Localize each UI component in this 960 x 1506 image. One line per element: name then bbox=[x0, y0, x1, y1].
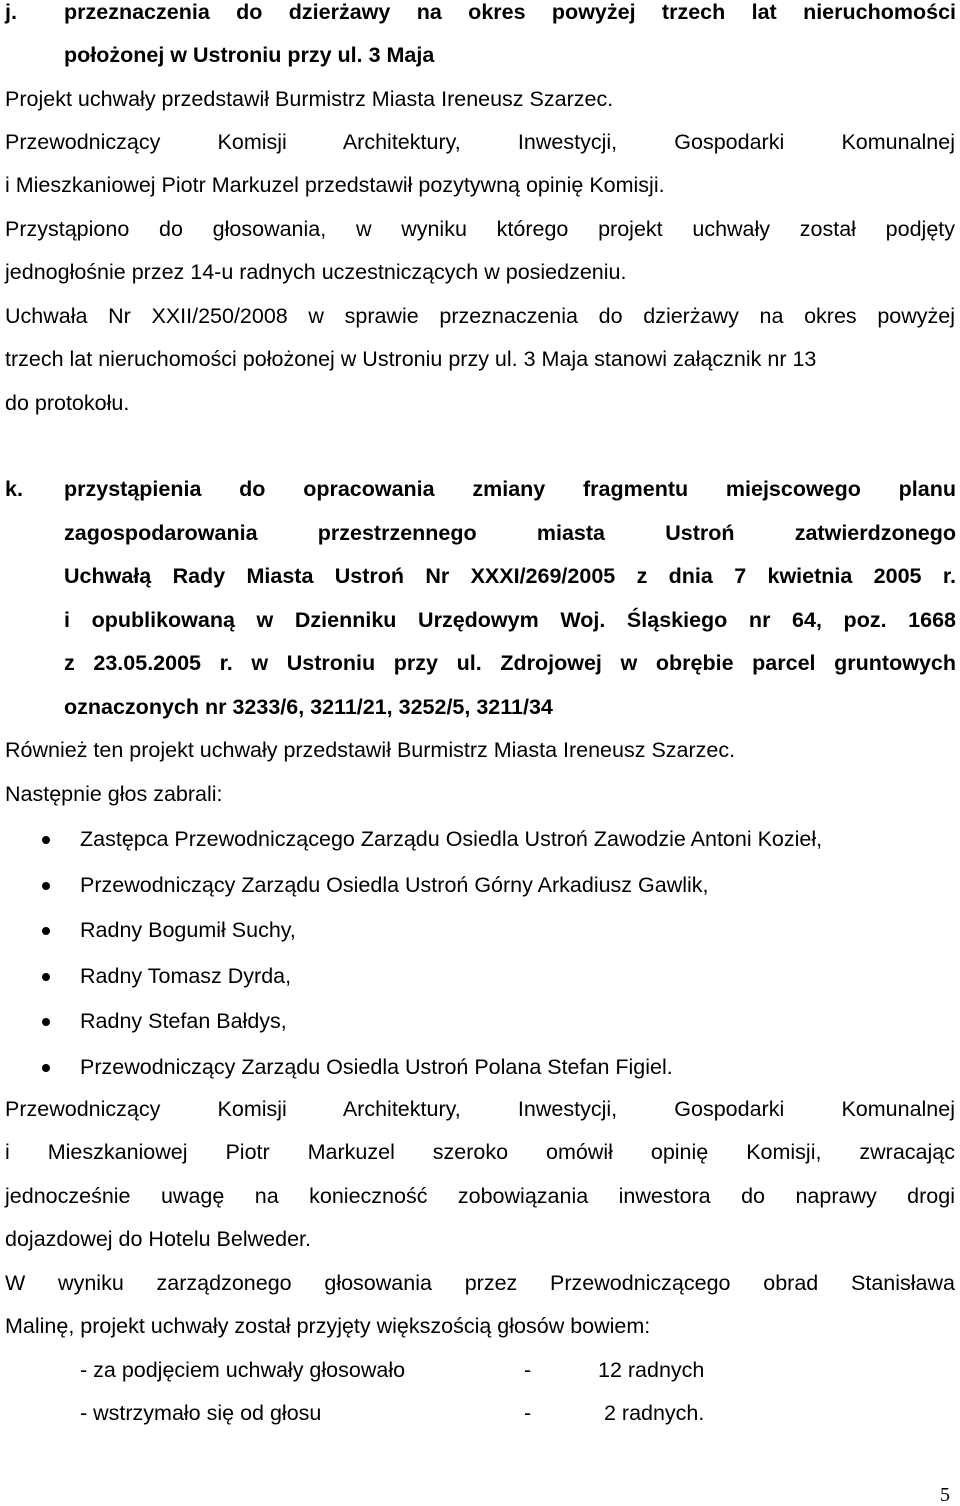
paragraph-line: Uchwała Nr XXII/250/2008 w sprawie przeznaczenia do dzierżawy na okres powyżej bbox=[5, 304, 955, 328]
paragraph-line: W wyniku zarządzonego głosowania przez Przewodniczącego obrad Stanisława bbox=[5, 1271, 955, 1295]
section-k-marker: k. bbox=[5, 477, 23, 501]
paragraph-line: Przewodniczący Komisji Architektury, Inwestycji, Gospodarki Komunalnej bbox=[5, 130, 955, 154]
vote-label: - za podjęciem uchwały głosowało bbox=[80, 1358, 406, 1382]
list-item: Przewodniczący Zarządu Osiedla Ustroń Górny Arkadiusz Gawlik, bbox=[80, 873, 709, 897]
section-j-marker: j. bbox=[5, 0, 17, 24]
list-item: Radny Tomasz Dyrda, bbox=[80, 964, 292, 988]
vote-dash: - bbox=[524, 1358, 532, 1382]
section-k-title-line: przystąpienia do opracowania zmiany fragmentu miejscowego planu bbox=[64, 477, 956, 501]
paragraph-line: jednocześnie uwagę na konieczność zobowiązania inwestora do naprawy drogi bbox=[5, 1184, 955, 1208]
bullet-icon bbox=[42, 927, 50, 935]
paragraph-line: Również ten projekt uchwały przedstawił Burmistrz Miasta Ireneusz Szarzec. bbox=[5, 738, 736, 762]
paragraph-line: do protokołu. bbox=[5, 391, 130, 415]
paragraph-line: i Mieszkaniowej Piotr Markuzel przedstawił pozytywną opinię Komisji. bbox=[5, 173, 665, 197]
section-j-title-line: przeznaczenia do dzierżawy na okres powyżej trzech lat nieruchomości bbox=[64, 0, 956, 24]
bullet-icon bbox=[42, 882, 50, 890]
vote-count: 2 radnych. bbox=[598, 1401, 705, 1425]
speakers-intro: Następnie głos zabrali: bbox=[5, 782, 223, 806]
section-k-title-line: oznaczonych nr 3233/6, 3211/21, 3252/5, 3211/34 bbox=[64, 695, 553, 719]
bullet-icon bbox=[42, 1018, 50, 1026]
section-k-title-line: zagospodarowania przestrzennego miasta Ustroń zatwierdzonego bbox=[64, 521, 956, 545]
list-item: Zastępca Przewodniczącego Zarządu Osiedla Ustroń Zawodzie Antoni Kozieł, bbox=[80, 827, 823, 851]
paragraph-line: Przewodniczący Komisji Architektury, Inwestycji, Gospodarki Komunalnej bbox=[5, 1097, 955, 1121]
section-k-title-line: i opublikowaną w Dzienniku Urzędowym Woj. Śląskiego nr 64, poz. 1668 bbox=[64, 608, 956, 632]
section-k-title-line: z 23.05.2005 r. w Ustroniu przy ul. Zdrojowej w obrębie parcel gruntowych bbox=[64, 651, 956, 675]
paragraph-line: i Mieszkaniowej Piotr Markuzel szeroko omówił opinię Komisji, zwracając bbox=[5, 1140, 955, 1164]
list-item: Radny Stefan Bałdys, bbox=[80, 1009, 287, 1033]
vote-count: 12 radnych bbox=[598, 1358, 705, 1382]
paragraph-line: Przystąpiono do głosowania, w wyniku którego projekt uchwały został podjęty bbox=[5, 217, 955, 241]
bullet-icon bbox=[42, 973, 50, 981]
bullet-icon bbox=[42, 836, 50, 844]
paragraph-line: dojazdowej do Hotelu Belweder. bbox=[5, 1227, 311, 1251]
paragraph-line: jednogłośnie przez 14-u radnych uczestniczących w posiedzeniu. bbox=[5, 260, 627, 284]
vote-dash: - bbox=[524, 1401, 532, 1425]
section-k-title-line: Uchwałą Rady Miasta Ustroń Nr XXXI/269/2005 z dnia 7 kwietnia 2005 r. bbox=[64, 564, 956, 588]
paragraph-line: trzech lat nieruchomości położonej w Ustroniu przy ul. 3 Maja stanowi załącznik nr 13 bbox=[5, 347, 817, 371]
paragraph-line: Projekt uchwały przedstawił Burmistrz Miasta Ireneusz Szarzec. bbox=[5, 87, 614, 111]
bullet-icon bbox=[42, 1064, 50, 1072]
paragraph-line: Malinę, projekt uchwały został przyjęty większością głosów bowiem: bbox=[5, 1314, 651, 1338]
page-number: 5 bbox=[940, 1484, 950, 1506]
section-j-title-line: położonej w Ustroniu przy ul. 3 Maja bbox=[64, 43, 435, 67]
vote-label: - wstrzymało się od głosu bbox=[80, 1401, 322, 1425]
list-item: Przewodniczący Zarządu Osiedla Ustroń Polana Stefan Figiel. bbox=[80, 1055, 673, 1079]
list-item: Radny Bogumił Suchy, bbox=[80, 918, 296, 942]
